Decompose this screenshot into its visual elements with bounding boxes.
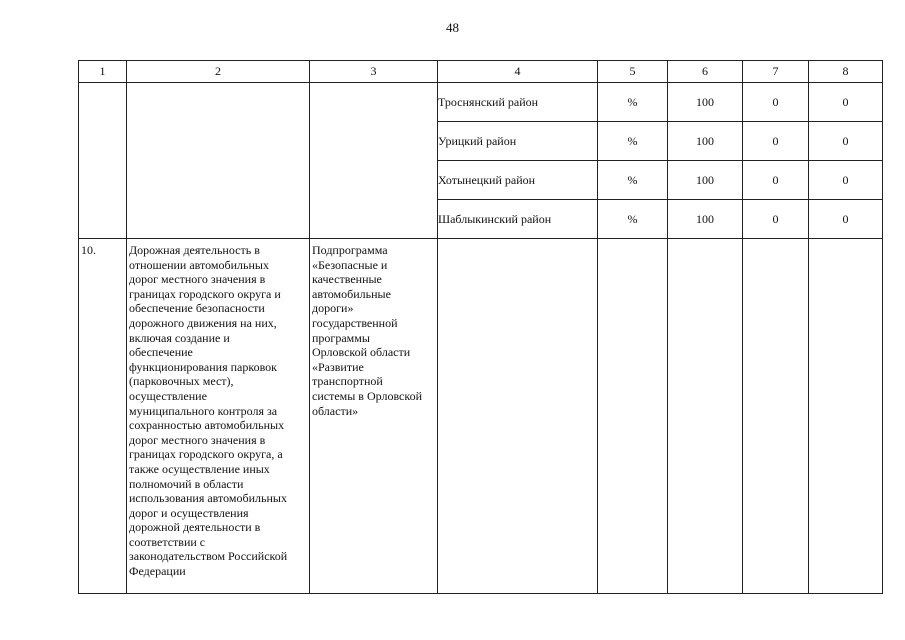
program-line: программы [312,330,370,345]
unit-cell: % [598,200,668,239]
description-line: сохранностью автомобильных [129,418,285,433]
unit-cell: % [598,83,668,122]
district-name: Хотынецкий район [438,161,598,200]
district-name: Троснянский район [438,83,598,122]
description-line: соответствии с [129,534,206,549]
description-line: функционирования парковок [129,359,277,374]
empty-cell-col1 [79,83,127,239]
table-row-trosnyansky [79,83,883,122]
value-col7: 0 [743,122,809,161]
column-number-row [79,61,883,83]
program-line: транспортной [312,374,383,389]
description-line: использования автомобильных [129,491,287,506]
unit-cell: % [598,122,668,161]
description-line: (парковочных мест), [129,374,234,389]
description-line: дорожной деятельности в [129,520,261,535]
description-line: дорог местного значения в [129,272,266,287]
description-line: осуществление [129,388,207,403]
column-header-6: 6 [668,61,743,83]
column-header-2: 2 [127,61,310,83]
value-col7: 0 [743,200,809,239]
district-name: Шаблыкинский район [438,200,598,239]
page-number: 48 [446,20,459,35]
district-name: Урицкий район [438,122,598,161]
description-line: границах городского округа и [129,286,281,301]
indicators-table [78,60,883,594]
program-line: «Безопасные и [312,257,388,272]
column-header-4: 4 [438,61,598,83]
description-line: обеспечение безопасности [129,301,265,316]
value-col8: 0 [809,200,883,239]
empty-cell-col4 [438,239,598,594]
value-col7: 0 [743,83,809,122]
description-line: Дорожная деятельность в [129,243,260,257]
empty-cell-col3 [310,83,438,239]
column-header-1: 1 [79,61,127,83]
value-col8: 0 [809,161,883,200]
program-line: качественные [312,272,382,287]
description-line: дорог и осуществления [129,505,249,520]
description-line: также осуществление иных [129,461,270,476]
description-line: законодательством Российской [129,549,288,564]
value-col6: 100 [668,83,743,122]
program-line: Орловской области [312,345,411,360]
program-line: системы в Орловской [312,388,423,403]
value-col8: 0 [809,83,883,122]
description-line: включая создание и [129,330,230,345]
item-description [127,239,310,594]
empty-cell-col7 [743,239,809,594]
program-line: «Развитие [312,359,364,374]
empty-cell-col2 [127,83,310,239]
value-col7: 0 [743,161,809,200]
description-line: муниципального контроля за [129,403,278,418]
column-header-3: 3 [310,61,438,83]
empty-cell-col5 [598,239,668,594]
column-header-8: 8 [809,61,883,83]
unit-cell: % [598,161,668,200]
program-line: области» [312,403,359,418]
program-line: Подпрограмма [312,243,388,257]
value-col6: 100 [668,161,743,200]
description-line: границах городского округа, а [129,447,283,462]
description-line: обеспечение [129,345,193,360]
item-number: 10. [79,239,127,594]
value-col6: 100 [668,122,743,161]
program-line: дороги» [312,301,354,316]
description-line: Федерации [129,564,186,579]
description-line: полномочий в области [129,476,244,491]
description-line: дорог местного значения в [129,432,266,447]
empty-cell-col6 [668,239,743,594]
column-header-7: 7 [743,61,809,83]
description-line: отношении автомобильных [129,257,269,272]
description-line: дорожного движения на них, [129,315,277,330]
program-line: государственной [312,315,398,330]
empty-cell-col8 [809,239,883,594]
value-col6: 100 [668,200,743,239]
item-program [310,239,438,594]
table-row-item-10 [79,239,883,594]
value-col8: 0 [809,122,883,161]
column-header-5: 5 [598,61,668,83]
program-line: автомобильные [312,286,391,301]
